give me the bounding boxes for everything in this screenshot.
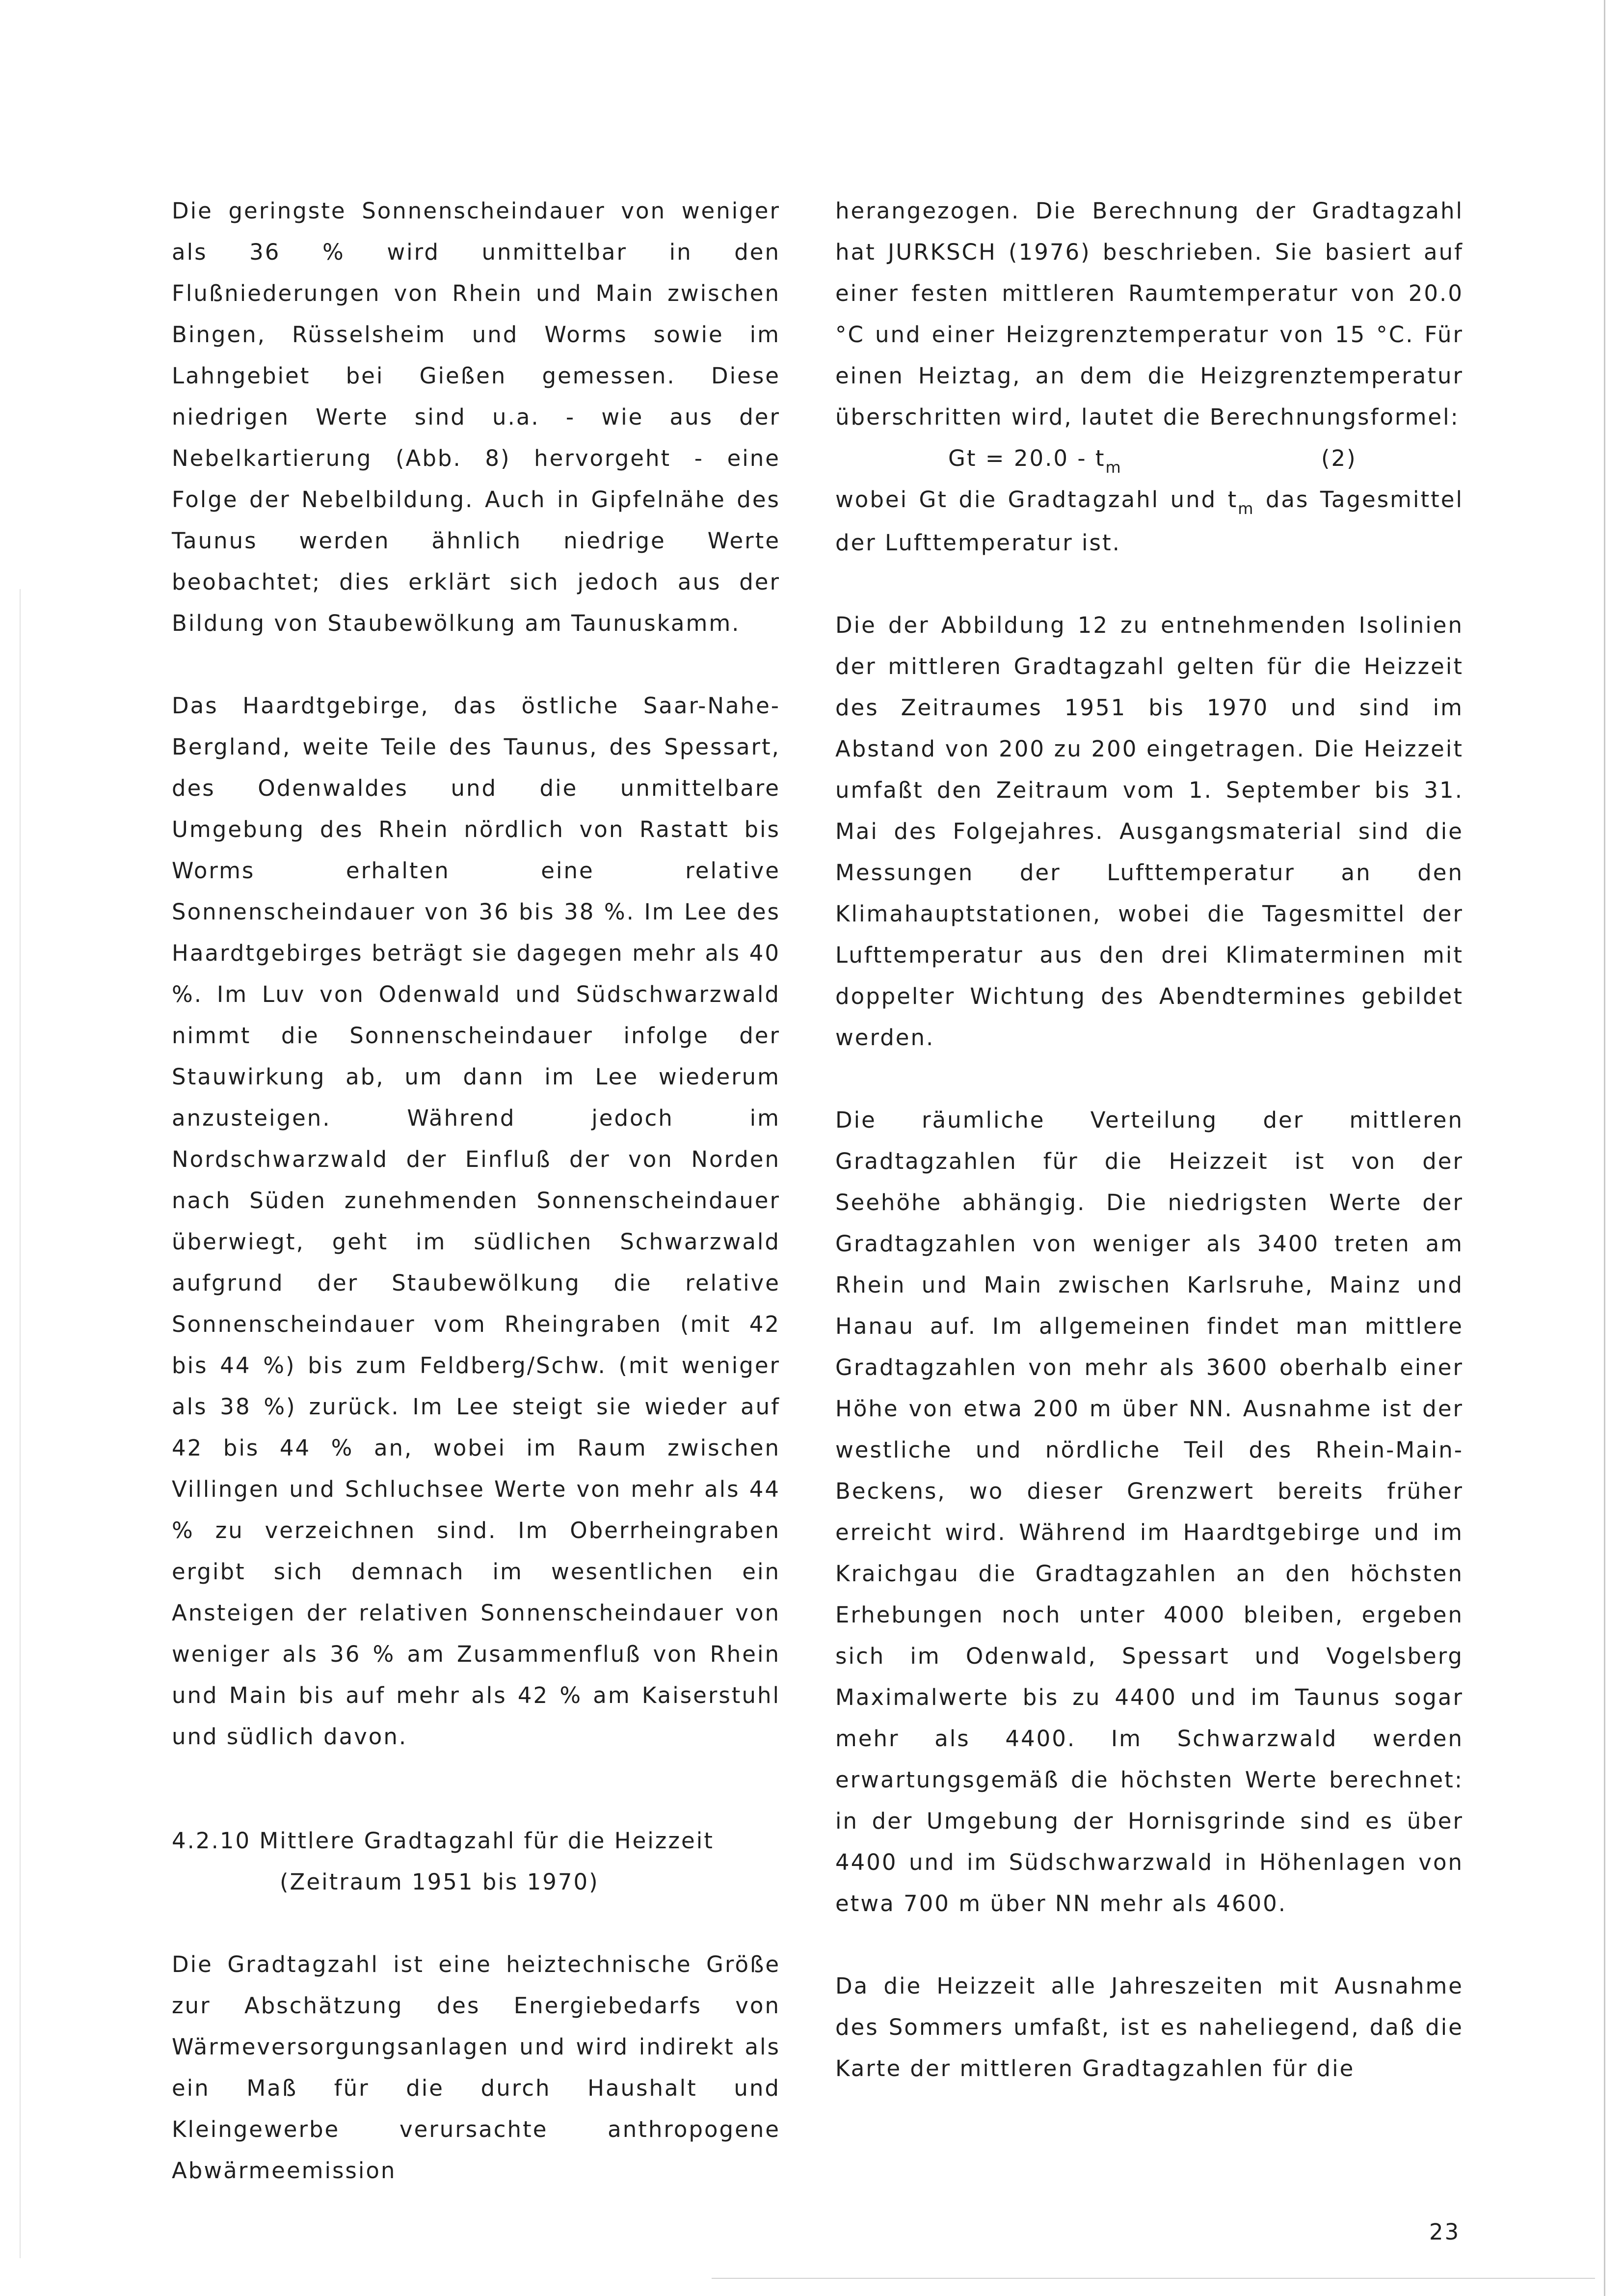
paragraph-calculation: herangezogen. Die Berechnung der Gradtagzahl hat JURKSCH (1976) beschrieben. Sie basiert auf einer festen mittleren Raumtemperatur von 20.0 °C und einer Heizgrenztemperatur von 15 °C. Für einen Heiztag, an dem die Heizgrenztemperatur überschritten wird, lautet die Berechnungsformel: bbox=[835, 198, 1463, 430]
right-column bbox=[835, 190, 1463, 2089]
paragraph-isolines: Die der Abbildung 12 zu entnehmenden Isolinien der mittleren Gradtagzahl gelten für die Heizzeit des Zeitraumes 1951 bis 1970 und sind im Abstand von 200 zu 200 eingetragen. Die Heizzeit umfaßt den Zeitraum vom 1. September bis 31. Mai des Folgejahres. Ausgangsmaterial sind die Messungen der Lufttemperatur an den Klimahauptstationen, wobei die Tagesmittel der Lufttemperatur aus den drei Klimaterminen mit doppelter Wichtung des Abendtermines gebildet werden. bbox=[835, 612, 1463, 1051]
formula-main: Gt = 20.0 - t bbox=[948, 445, 1106, 471]
paragraph-heating-season: Da die Heizzeit alle Jahreszeiten mit Ausnahme des Sommers umfaßt, ist es naheliegend, daß die Karte der mittleren Gradtagzahlen für die bbox=[835, 1973, 1463, 2081]
scan-edge-bottom bbox=[712, 2278, 1595, 2279]
explanation-subscript: m bbox=[1238, 499, 1255, 518]
paragraph-formula-explanation bbox=[835, 479, 1463, 564]
scan-edge-left bbox=[20, 589, 21, 2258]
paragraph-sunshine-regions: Das Haardtgebirge, das östliche Saar-Nahe-Bergland, weite Teile des Taunus, des Spessart, des Odenwaldes und die unmittelbare Umgebung des Rhein nördlich von Rastatt bis Worms erhalten eine relative Sonnenscheindauer von 36 bis 38 %. Im Lee des Haardtgebirges beträgt sie dagegen mehr als 40 %. Im Luv von Odenwald und Südschwarzwald nimmt die Sonnenscheindauer infolge der Stauwirkung ab, um dann im Lee wiederum anzusteigen. Während jedoch im Nordschwarzwald der Einfluß der von Norden nach Süden zunehmenden Sonnenscheindauer überwiegt, geht im südlichen Schwarzwald aufgrund der Staubewölkung die relative Sonnenscheindauer vom Rheingraben (mit 42 bis 44 %) bis zum Feldberg/Schw. (mit weniger als 38 %) zurück. Im Lee steigt sie wieder auf 42 bis 44 % an, wobei im Raum zwischen Villingen und Schluchsee Werte von mehr als 44 % zu verzeichnen sind. Im Oberrheingraben ergibt sich demnach im wesentlichen ein Ansteigen der relativen Sonnenscheindauer von weniger als 36 % am Zusammenfluß von Rhein und Main bis auf mehr als 42 % am Kaiserstuhl und südlich davon. bbox=[172, 693, 780, 1750]
page-number: 23 bbox=[1429, 2219, 1461, 2245]
scan-edge-right bbox=[1604, 0, 1605, 2296]
section-heading-title: 4.2.10 Mittlere Gradtagzahl für die Heizzeit bbox=[172, 1828, 714, 1854]
explanation-end: das Tagesmittel der Lufttemperatur ist. bbox=[835, 486, 1463, 556]
formula-number: (2) bbox=[1321, 445, 1357, 471]
formula-subscript: m bbox=[1105, 458, 1122, 477]
formula-expression bbox=[948, 438, 1122, 481]
section-heading bbox=[172, 1820, 780, 1903]
left-column bbox=[172, 190, 780, 2191]
explanation-start: wobei Gt die Gradtagzahl und t bbox=[835, 486, 1238, 513]
paragraph-sunshine-lowest: Die geringste Sonnenscheindauer von weniger als 36 % wird unmittelbar in den Flußniederungen von Rhein und Main zwischen Bingen, Rüsselsheim und Worms sowie im Lahngebiet bei Gießen gemessen. Diese niedrigen Werte sind u.a. - wie aus der Nebelkartierung (Abb. 8) hervorgeht - eine Folge der Nebelbildung. Auch in Gipfelnähe des Taunus werden ähnlich niedrige Werte beobachtet; dies erklärt sich jedoch aus der Bildung von Staubewölkung am Taunuskamm. bbox=[172, 198, 780, 636]
paragraph-spatial-distribution: Die räumliche Verteilung der mittleren Gradtagzahlen für die Heizzeit ist von der Seehöhe abhängig. Die niedrigsten Werte der Gradtagzahlen von weniger als 3400 treten am Rhein und Main zwischen Karlsruhe, Mainz und Hanau auf. Im allgemeinen findet man mittlere Gradtagzahlen von mehr als 3600 oberhalb einer Höhe von etwa 200 m über NN. Ausnahme ist der westliche und nördliche Teil des Rhein-Main-Beckens, wo dieser Grenzwert bereits früher erreicht wird. Während im Haardtgebirge und im Kraichgau die Gradtagzahlen an den höchsten Erhebungen noch unter 4000 bleiben, ergeben sich im Odenwald, Spessart und Vogelsberg Maximalwerte bis zu 4400 und im Taunus sogar mehr als 4400. Im Schwarzwald werden erwartungsgemäß die höchsten Werte berechnet: in der Umgebung der Hornisgrinde sind es über 4400 und im Südschwarzwald in Höhenlagen von etwa 700 m über NN mehr als 4600. bbox=[835, 1107, 1463, 1917]
paragraph-degree-day-definition: Die Gradtagzahl ist eine heiztechnische Größe zur Abschätzung des Energiebedarfs von Wärmeversorgungsanlagen und wird indirekt als ein Maß für die durch Haushalt und Kleingewerbe verursachte anthropogene Abwärmeemission bbox=[172, 1951, 780, 2184]
section-heading-period: (Zeitraum 1951 bis 1970) bbox=[280, 1869, 599, 1895]
formula-block bbox=[835, 438, 1463, 479]
